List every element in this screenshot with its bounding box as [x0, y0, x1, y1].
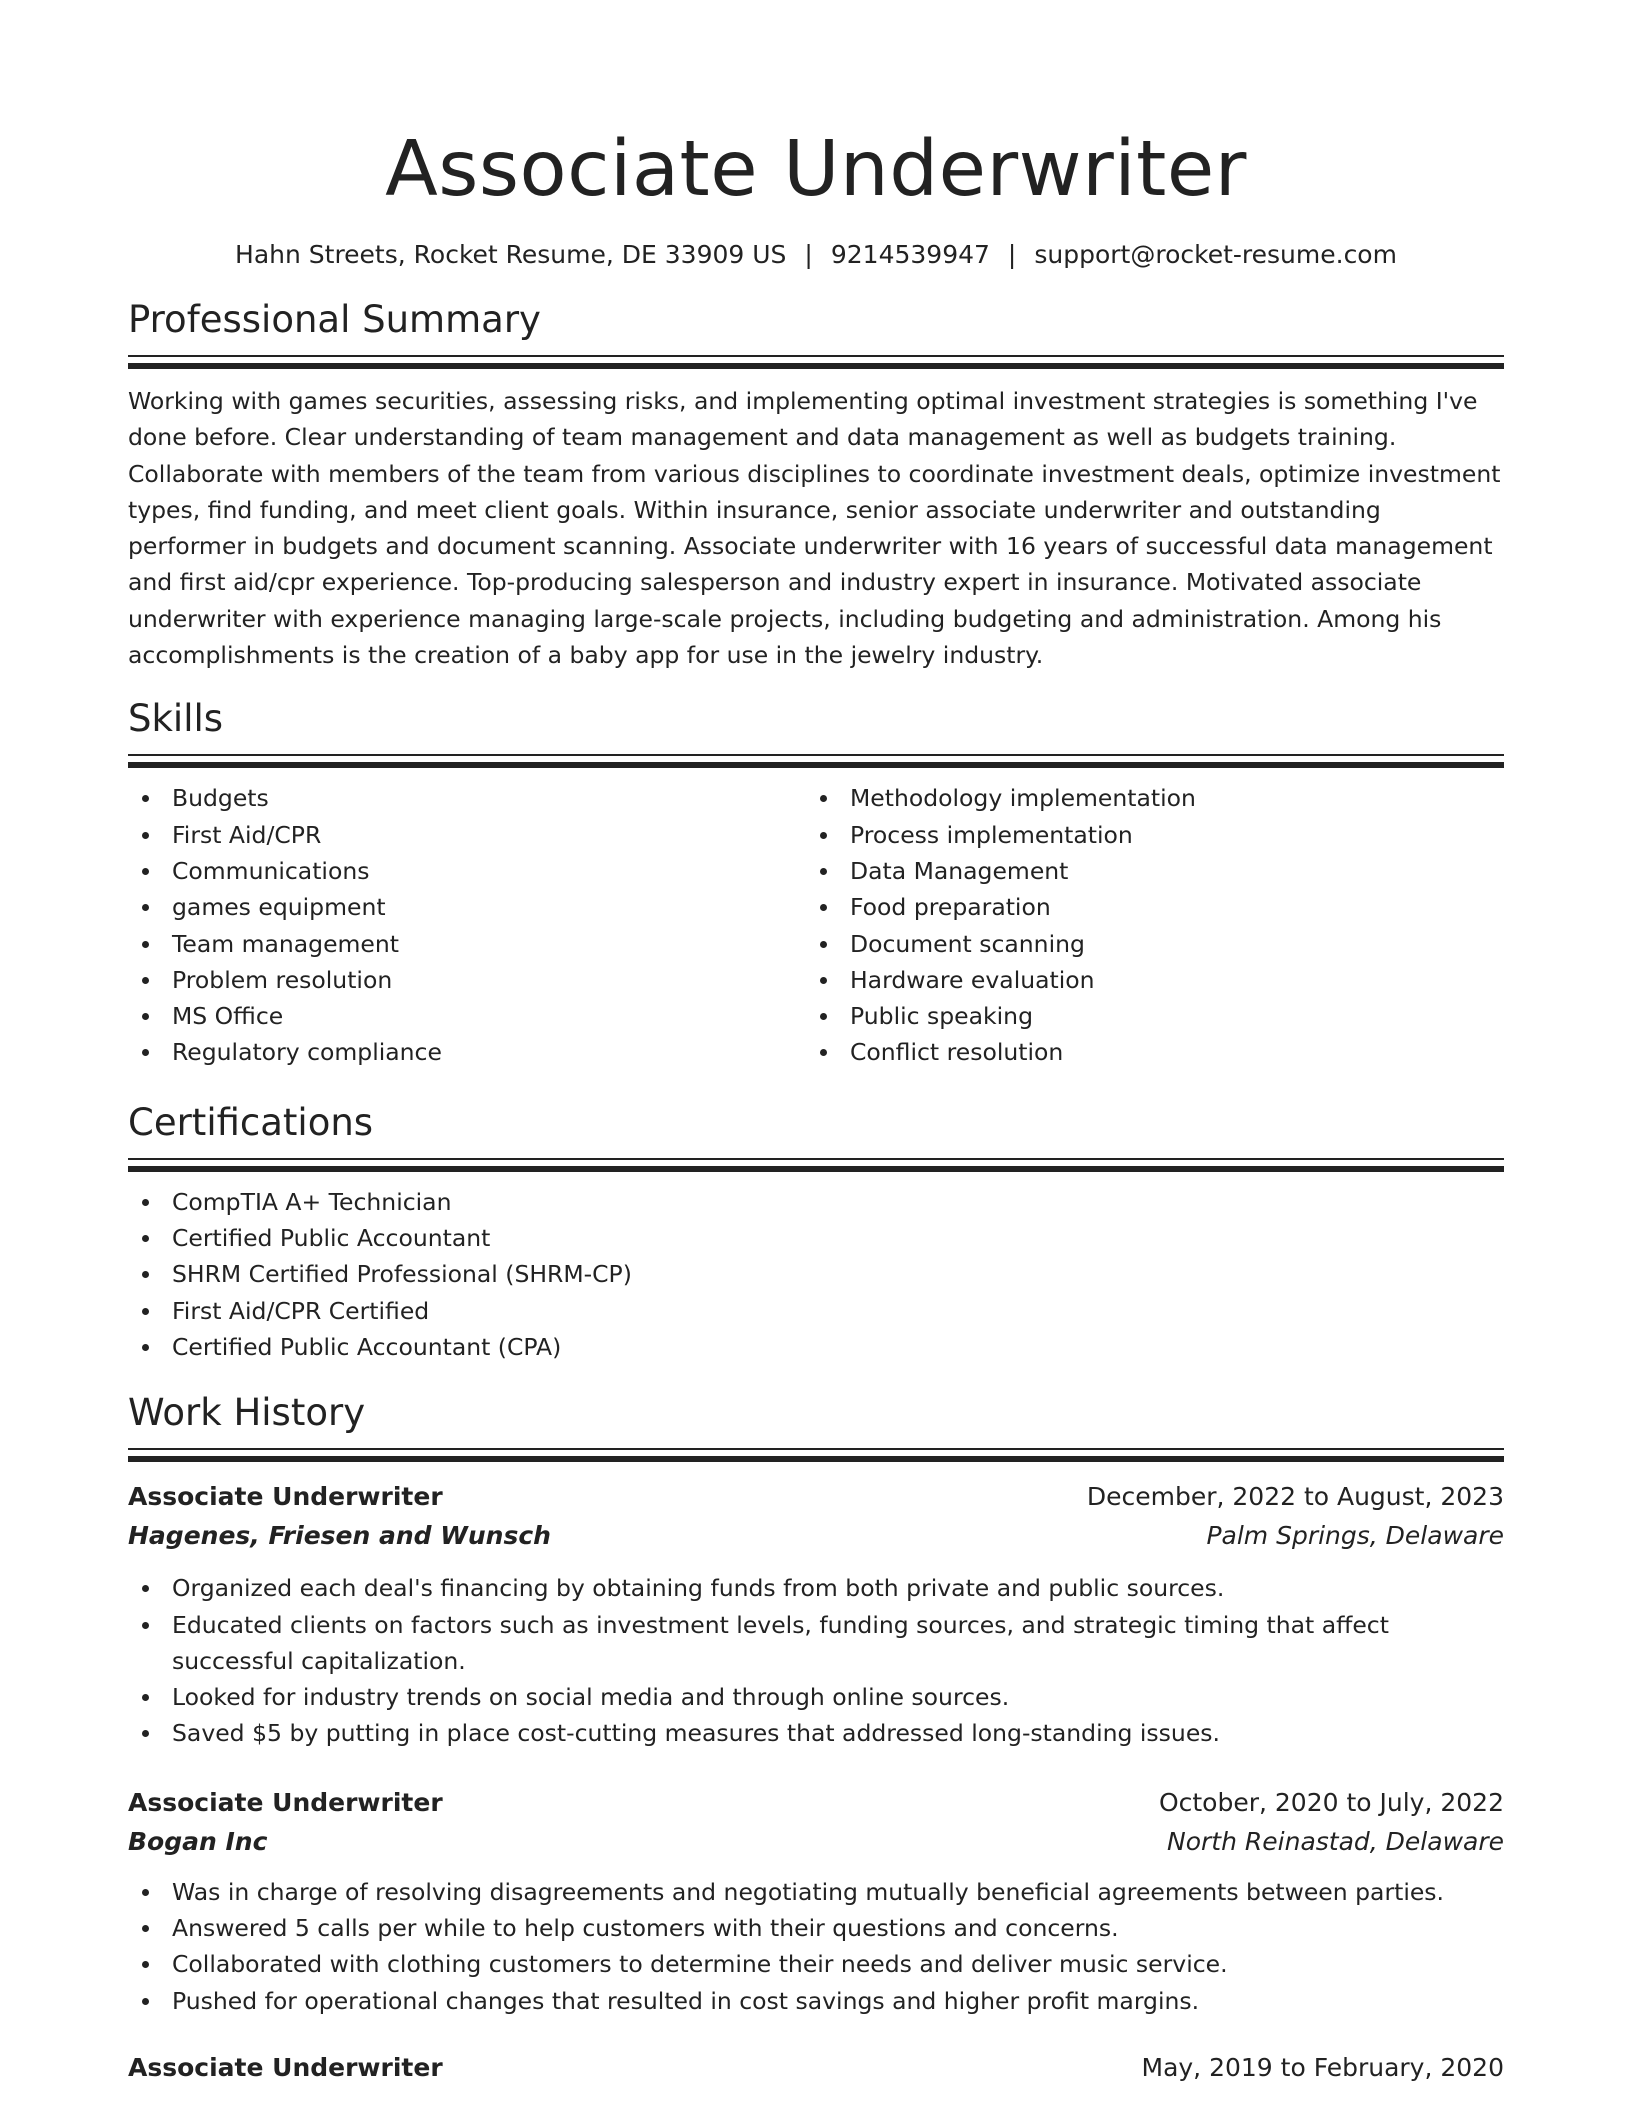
certifications-section: [128, 1098, 1504, 1365]
job-bullets: [128, 1570, 1504, 1751]
job-location: North Reinastad, Delaware: [1167, 1826, 1504, 1856]
skill-item: Communications: [128, 853, 806, 889]
skill-item: First Aid/CPR: [128, 817, 806, 853]
job-bullets: [128, 1874, 1504, 2019]
skill-item: Hardware evaluation: [806, 962, 1484, 998]
certification-item: SHRM Certified Professional (SHRM-CP): [128, 1256, 1504, 1292]
job-location: Palm Springs, Delaware: [1206, 1521, 1504, 1551]
job-bullet: Answered 5 calls per while to help customers with their questions and concerns.: [128, 1910, 1504, 1946]
job-bullet: Looked for industry trends on social media and through online sources.: [128, 1679, 1504, 1715]
contact-address: Hahn Streets, Rocket Resume, DE 33909 US: [235, 240, 787, 269]
job-bullet: Was in charge of resolving disagreements and negotiating mutually beneficial agreements between parties.: [128, 1874, 1504, 1910]
job-bullet: Collaborated with clothing customers to determine their needs and deliver music service.: [128, 1946, 1504, 1982]
certifications-list: [128, 1184, 1504, 1365]
skill-item: Public speaking: [806, 998, 1484, 1034]
job-dates: December, 2022 to August, 2023: [1086, 1482, 1504, 1512]
section-rule-thick: [128, 1166, 1504, 1172]
section-title-skills: Skills: [128, 697, 224, 741]
skill-item: Budgets: [128, 780, 806, 816]
skill-item: Data Management: [806, 853, 1484, 889]
section-rule-thick: [128, 363, 1504, 369]
job-header: [128, 1784, 1504, 1822]
skill-item: Team management: [128, 926, 806, 962]
job-entry: [128, 2049, 1504, 2087]
job-title: Associate Underwriter: [128, 1787, 443, 1817]
section-rule-thin: [128, 754, 1504, 756]
section-rule-thick: [128, 762, 1504, 768]
skills-column-right: [806, 780, 1484, 1070]
resume-name: Associate Underwriter: [385, 125, 1247, 214]
section-title-work-history: Work History: [128, 1391, 366, 1435]
skill-item: Process implementation: [806, 817, 1484, 853]
summary-text: Working with games securities, assessing risks, and implementing optimal investment strategies is something I've done before. Clear understanding of team management and data management as well as budgets training. Collaborate with members of the team from various disciplines to coordinate investment deals, optimize investment types, find funding, and meet client goals. Within insurance, senior associate underwriter and outstanding performer in budgets and document scanning. Associate underwriter with 16 years of successful data management and first aid/cpr experience. Top-producing salesperson and industry expert in insurance. Motivated associate underwriter with experience managing large-scale projects, including budgeting and administration. Among his accomplishments is the creation of a baby app for use in the jewelry industry.: [128, 387, 1501, 670]
certification-item: Certified Public Accountant (CPA): [128, 1329, 1504, 1365]
skills-section: [128, 694, 1504, 1070]
section-title-certifications: Certifications: [128, 1100, 374, 1144]
contact-line: [128, 238, 1504, 272]
certification-item: First Aid/CPR Certified: [128, 1293, 1504, 1329]
skill-item: Document scanning: [806, 926, 1484, 962]
certification-item: Certified Public Accountant: [128, 1220, 1504, 1256]
job-bullet: Organized each deal's financing by obtaining funds from both private and public sources.: [128, 1570, 1504, 1606]
skill-item: games equipment: [128, 889, 806, 925]
job-bullet: Pushed for operational changes that resulted in cost savings and higher profit margins.: [128, 1983, 1504, 2019]
job-company: Bogan Inc: [128, 1826, 268, 1856]
work-history-section: [128, 1388, 1504, 2087]
section-rule-thick: [128, 1456, 1504, 1462]
job-company: Hagenes, Friesen and Wunsch: [128, 1521, 551, 1551]
job-header: [128, 1478, 1504, 1516]
job-entry: [128, 1478, 1504, 1751]
skill-item: Methodology implementation: [806, 780, 1484, 816]
skills-column-left: [128, 780, 806, 1070]
job-header: [128, 2049, 1504, 2087]
contact-separator: |: [804, 240, 813, 269]
certification-item: CompTIA A+ Technician: [128, 1184, 1504, 1220]
job-entry: [128, 1784, 1504, 2019]
contact-email[interactable]: support@rocket-resume.com: [1034, 240, 1397, 269]
skill-item: MS Office: [128, 998, 806, 1034]
skill-item: Conflict resolution: [806, 1034, 1484, 1070]
section-rule-thin: [128, 355, 1504, 357]
job-bullet: Educated clients on factors such as investment levels, funding sources, and strategic timing that affect successful capitalization.: [128, 1607, 1504, 1680]
job-dates: May, 2019 to February, 2020: [1141, 2052, 1504, 2082]
section-rule-thin: [128, 1158, 1504, 1160]
job-bullet: Saved $5 by putting in place cost-cutting measures that addressed long-standing issues.: [128, 1715, 1504, 1751]
resume-content: [128, 0, 1504, 2087]
section-rule-thin: [128, 1448, 1504, 1450]
contact-phone: 9214539947: [830, 240, 990, 269]
contact-separator: |: [1007, 240, 1017, 269]
skills-grid: [128, 780, 1504, 1070]
job-title: Associate Underwriter: [128, 1482, 443, 1512]
skill-item: Problem resolution: [128, 962, 806, 998]
skill-item: Regulatory compliance: [128, 1034, 806, 1070]
section-title-summary: Professional Summary: [128, 298, 541, 341]
job-subheader: [128, 1516, 1504, 1556]
job-dates: October, 2020 to July, 2022: [1158, 1787, 1504, 1817]
job-subheader: [128, 1822, 1504, 1862]
summary-section: [128, 295, 1504, 673]
job-title: Associate Underwriter: [128, 2052, 443, 2082]
skill-item: Food preparation: [806, 889, 1484, 925]
